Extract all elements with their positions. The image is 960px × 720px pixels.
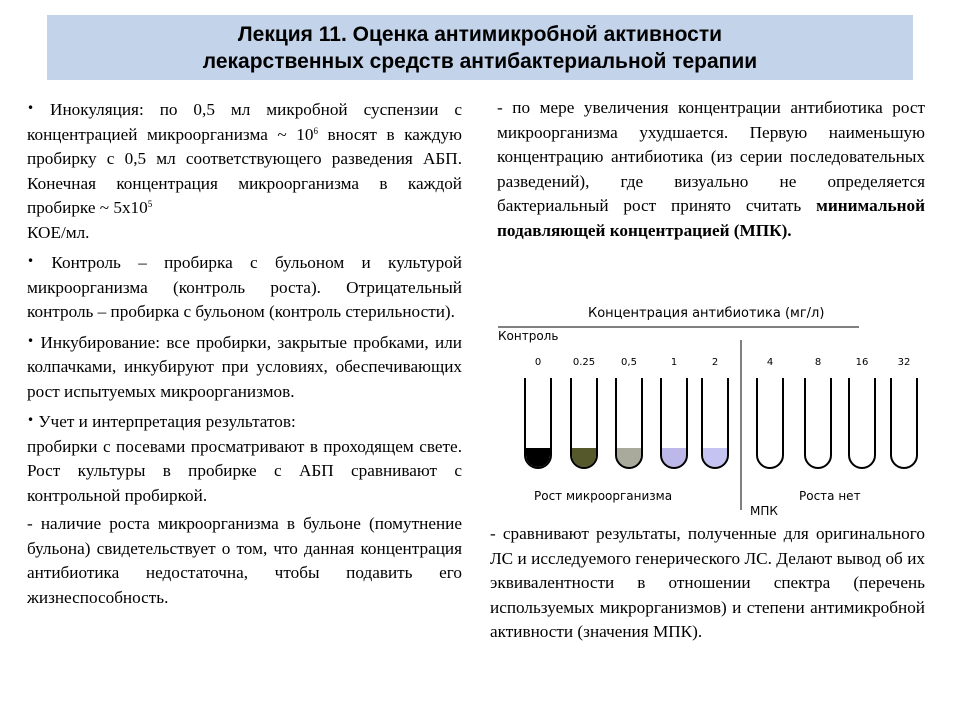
mic-term: минимальной подавляющей концентрацией (МПК).: [497, 196, 925, 240]
control-label: Контроль: [498, 329, 559, 343]
left-column: [27, 96, 462, 614]
incubation-paragraph: • Инкубирование: все пробирки, закрытые пробками, или колпачками, инкубируют при условиях, обеспечивающих рост испытуемых микроорганизмов.: [27, 332, 462, 401]
growth-paragraph: - наличие роста микроорганизма в бульоне (помутнение бульона) свидетельствует о том, что данная концентрация антибиотика недостаточна, чтобы подавить его жизнеспособность.: [27, 514, 462, 607]
inoculation-paragraph: • Инокуляция: по 0,5 мл микробной суспензии с концентрацией микроорганизма ~ $10^6$ вносят в каждую пробирку с 0,5 мл соответствующего разведения АБП. Конечная концентрация микроорганизма в каждой пробирке ~ $5x10^5$ КОЕ/мл.: [27, 100, 462, 242]
tube-concentration-label: 0: [534, 357, 542, 368]
tube-concentration-label: 4: [766, 357, 774, 368]
bullet-icon: •: [27, 333, 35, 348]
comparison-paragraph: - сравнивают результаты, полученные для оригинального ЛС и исследуемого генерического ЛС. Делают вывод об их эквивалентности в отношении спектра (перечень используемых микрорганизмов) и степени антимикробной активности (значения МПК).: [490, 524, 925, 641]
tube-concentration-label: 2: [711, 357, 719, 368]
tube-concentration-label: 0.25: [572, 357, 596, 368]
no-growth-label: Роста нет: [799, 489, 861, 503]
mic-diagram: [494, 300, 934, 520]
title-line-2: лекарственных средств антибактериальной терапии: [202, 50, 758, 73]
tube-concentration-label: 16: [855, 357, 869, 368]
tube-concentration-label: 1: [670, 357, 678, 368]
tube-concentration-label: 8: [814, 357, 822, 368]
tube-diagram-svg: [494, 300, 934, 520]
bullet-icon: •: [27, 413, 35, 427]
results-paragraph: • Учет и интерпретация результатов: пробирки с посевами просматривают в проходящем свете. Рост культуры в пробирке с АБП сравнивают с контрольной пробиркой.: [27, 412, 462, 505]
control-paragraph: • Контроль – пробирка с бульоном и культурой микроорганизма (контроль роста). Отрицательный контроль – пробирка с бульоном (контроль стерильности).: [27, 253, 463, 321]
tube-concentration-label: 32: [897, 357, 911, 368]
tubes-group: [525, 357, 917, 468]
mic-label: МПК: [750, 504, 778, 518]
dash-marker: -: [497, 98, 503, 117]
bullet-icon: •: [27, 101, 35, 115]
mic-definition-paragraph: - по мере увеличения концентрации антибиотика рост микроорганизма ухудшается. Первую наименьшую концентрацию антибиотика (из серии последовательных разведений), где визуально не определяется бактериальный рост принято считать минимальной подавляющей концентрацией (МПК).: [497, 98, 926, 240]
bullet-icon: •: [27, 254, 35, 268]
tube-concentration-label: 0,5: [621, 357, 637, 368]
title-line-1: Лекция 11. Оценка антимикробной активности: [237, 23, 723, 46]
slide-title: [47, 15, 913, 80]
growth-label: Рост микроорганизма: [534, 489, 673, 503]
concentration-label: Концентрация антибиотика (мг/л): [588, 306, 825, 321]
